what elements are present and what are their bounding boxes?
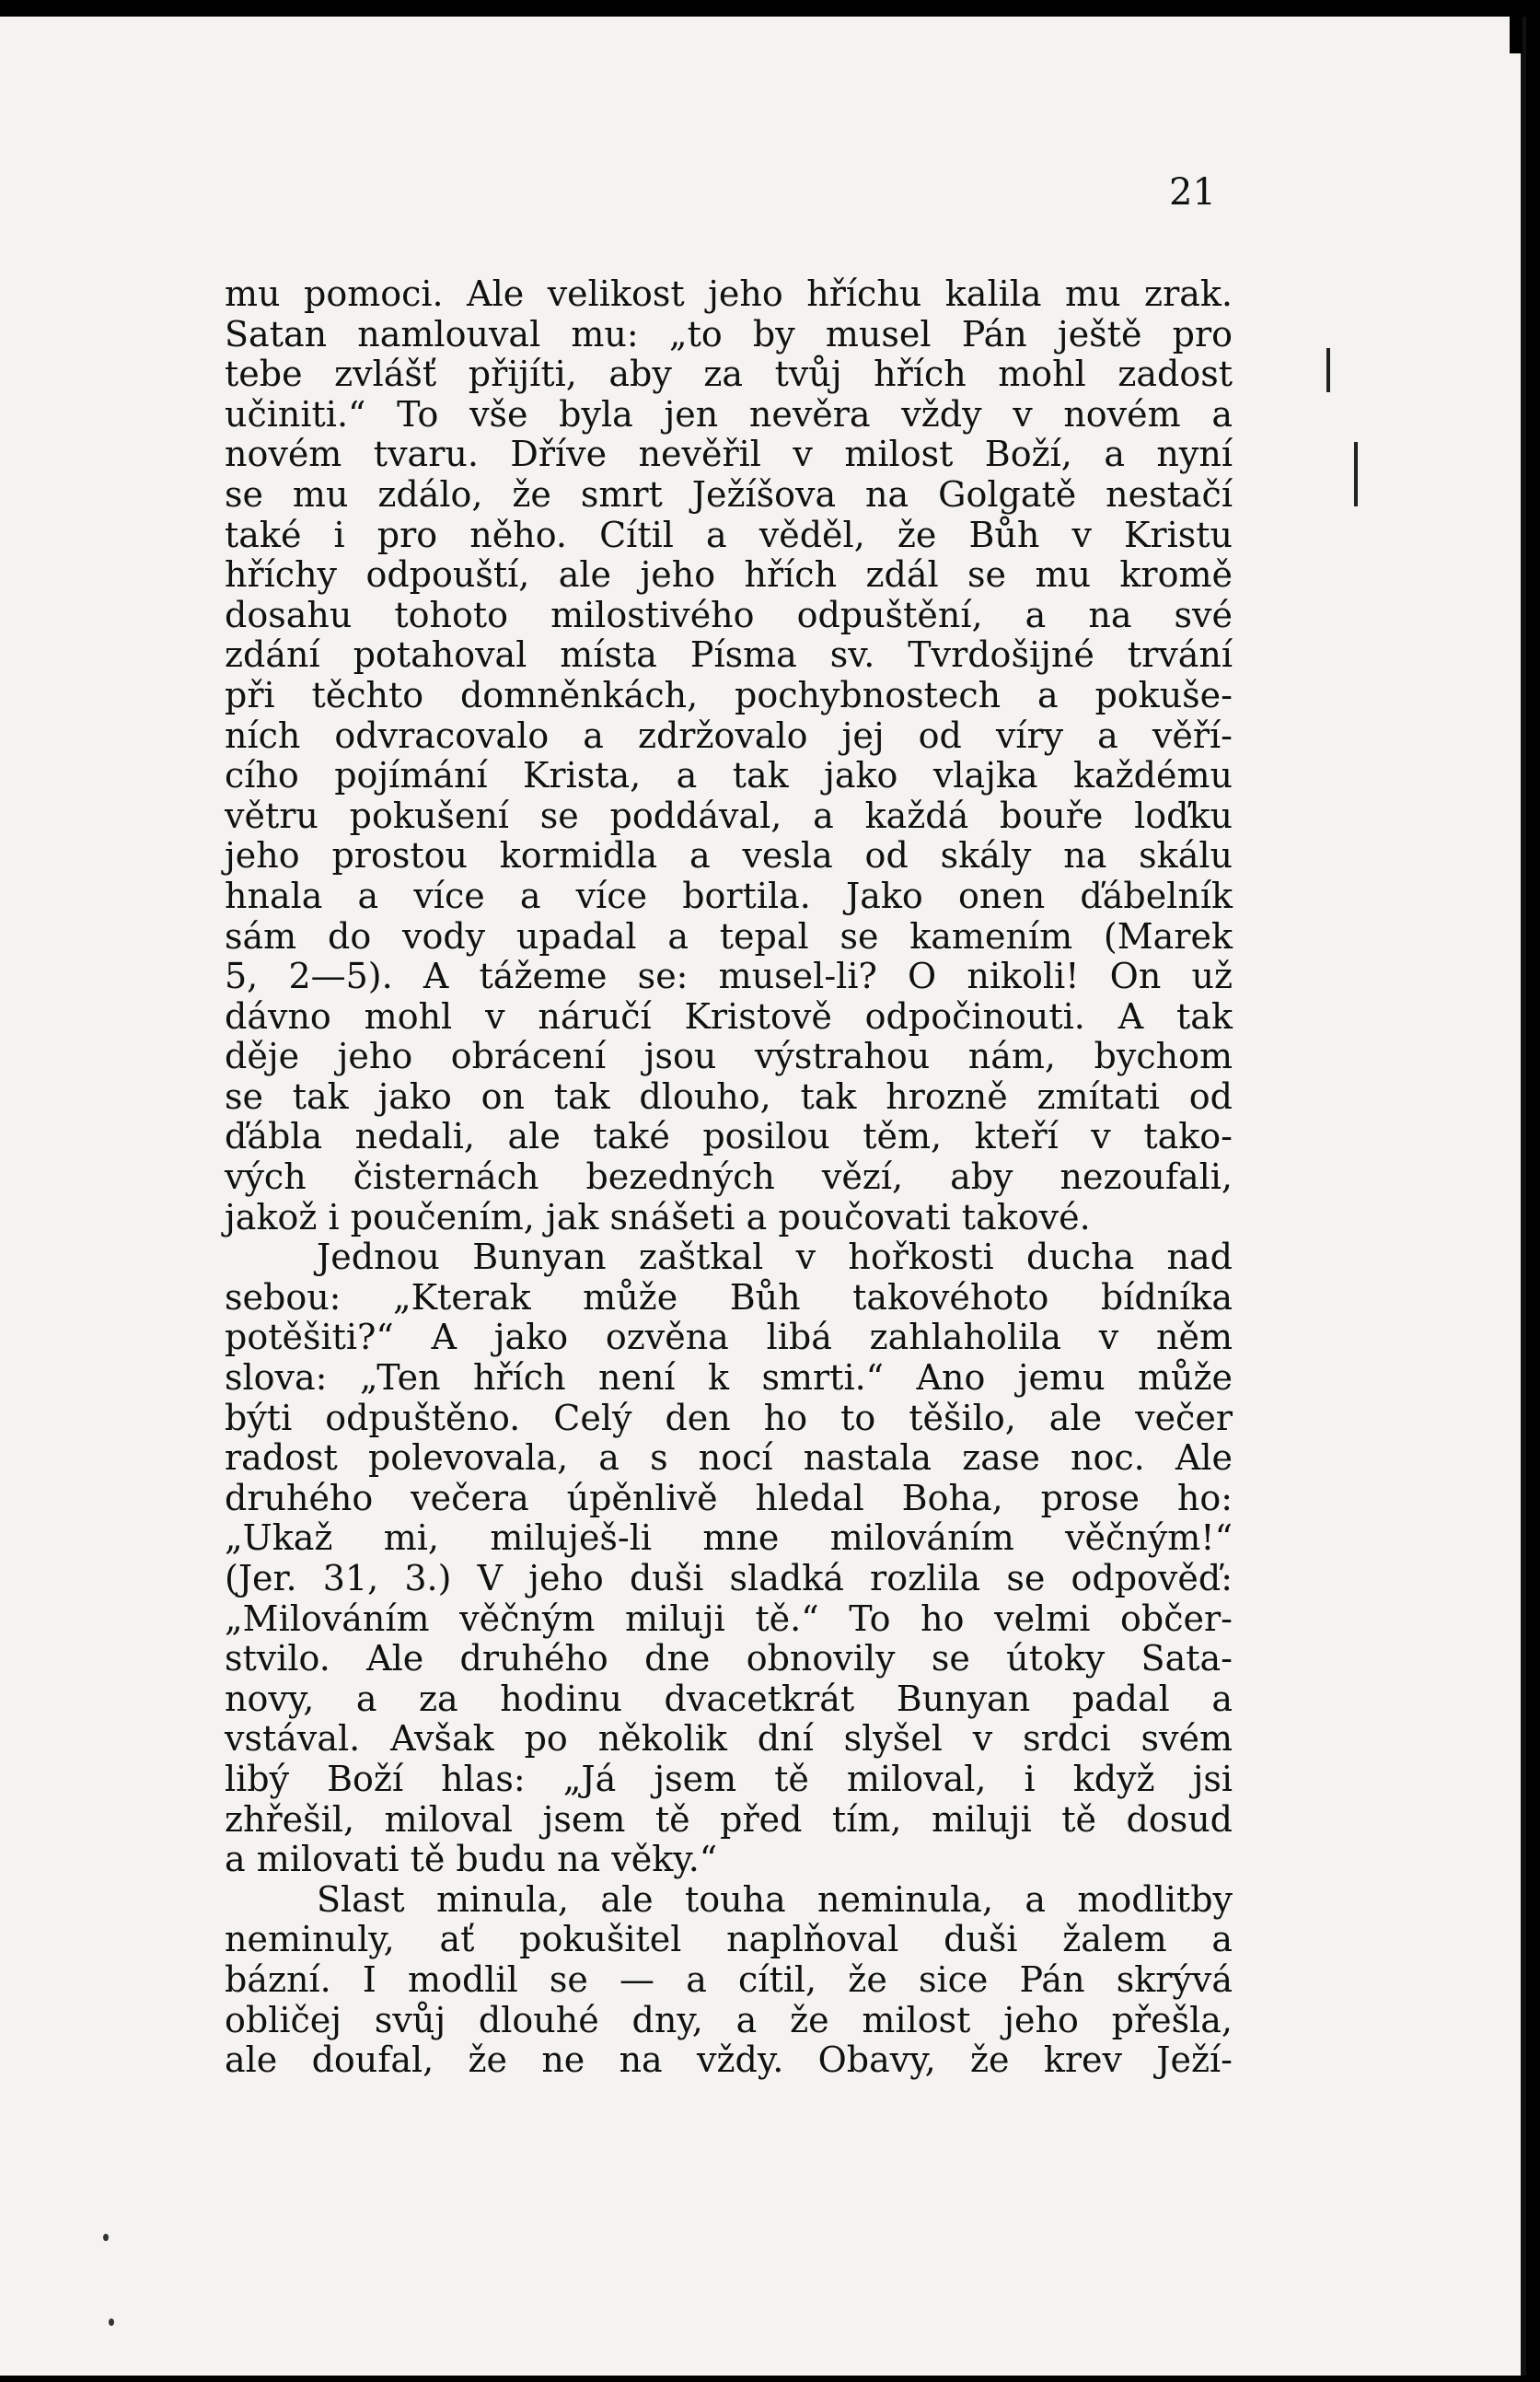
book-page [0,17,1526,2376]
text-line: zdání potahoval místa Písma sv. Tvrdošijné trvání [225,634,1233,676]
text-line: ních odvracovalo a zdržovalo jej od víry a věří- [225,715,1233,756]
text-line: jeho prostou kormidla a vesla od skály na skálu [225,835,1233,877]
text-line: dosahu tohoto milostivého odpuštění, a na své [225,594,1233,635]
text-line: vstával. Avšak po několik dní slyšel v srdci svém [225,1718,1233,1760]
text-line: (Jer. 31, 3.) V jeho duši sladká rozlila se odpověď: [225,1558,1233,1598]
text-line: Slast minula, ale touha neminula, a modlitby [317,1878,1233,1920]
text-line: jakož i poučením, jak snášeti a poučovati takové. [225,1196,1091,1237]
text-line: neminuly, ať pokušitel naplňoval duši žalem a [225,1919,1233,1960]
text-line: „Milováním věčným miluji tě.“ To ho velmi občer- [225,1598,1233,1639]
text-line: bázní. I modlil se — a cítil, že sice Pán skrývá [225,1958,1233,2000]
text-line: slova: „Ten hřích není k smrti.“ Ano jemu může [225,1357,1233,1399]
speck [103,2234,109,2241]
text-line: novém tvaru. Dříve nevěřil v milost Boží, a nyní [225,434,1233,475]
margin-mark [1326,348,1330,392]
text-line: mu pomoci. Ale velikost jeho hříchu kalila mu zrak. [225,273,1233,314]
text-line: ale doufal, že ne na vždy. Obavy, že krev Ježí- [225,2039,1233,2081]
text-line: se tak jako on tak dlouho, tak hrozně zmítati od [225,1075,1233,1117]
text-line: Satan namlouval mu: „to by musel Pán ještě pro [225,313,1233,354]
page-number: 21 [1169,171,1216,214]
text-line: potěšiti?“ A jako ozvěna libá zahlaholila v něm [225,1317,1233,1358]
text-line: a milovati tě budu na věky.“ [225,1839,718,1880]
text-line: při těchto domněnkách, pochybnostech a pokuše- [225,674,1233,715]
text-line: obličej svůj dlouhé dny, a že milost jeho přešla, [225,1999,1233,2040]
text-line: hříchy odpouští, ale jeho hřích zdál se mu kromě [225,554,1233,596]
text-line: také i pro něho. Cítil a věděl, že Bůh v Kristu [225,514,1233,555]
text-line: býti odpuštěno. Celý den ho to těšilo, ale večer [225,1397,1233,1438]
text-line: cího pojímání Krista, a tak jako vlajka každému [225,755,1233,796]
text-line: vých čisternách bezedných vězí, aby nezoufali, [225,1156,1233,1198]
text-line: sebou: „Kterak může Bůh takovéhoto bídníka [225,1276,1233,1318]
text-line: radost polevovala, a s nocí nastala zase noc. Ale [225,1437,1233,1479]
text-line: dávno mohl v náručí Kristově odpočinouti. A tak [225,995,1233,1037]
text-line: hnala a více a více bortila. Jako onen ďábelník [225,875,1233,916]
page-edge-mark [1510,17,1523,53]
text-line: větru pokušení se poddával, a každá bouře loďku [225,795,1233,836]
text-line: „Ukaž mi, miluješ-li mne milováním věčným!“ [225,1517,1233,1559]
text-line: zhřešil, miloval jsem tě před tím, miluji tě dosud [225,1798,1233,1840]
text-line: Jednou Bunyan zaštkal v hořkosti ducha nad [317,1237,1233,1278]
text-line: 5, 2—5). A tážeme se: musel-li? O nikoli! On už [225,956,1233,997]
body-text [225,274,1233,2081]
speck [109,2318,114,2326]
text-line: učiniti.“ To vše byla jen nevěra vždy v novém a [225,393,1233,435]
text-line: tebe zvlášť přijíti, aby za tvůj hřích mohl zadost [225,354,1233,395]
text-line: druhého večera úpěnlivě hledal Boha, prose ho: [225,1477,1233,1518]
margin-mark [1354,442,1358,506]
text-line: libý Boží hlas: „Já jsem tě miloval, i když jsi [225,1758,1233,1799]
text-line: se mu zdálo, že smrt Ježíšova na Golgatě nestačí [225,473,1233,515]
text-line: děje jeho obrácení jsou výstrahou nám, bychom [225,1036,1233,1077]
text-line: novy, a za hodinu dvacetkrát Bunyan padal a [225,1678,1233,1719]
text-line: ďábla nedali, ale také posilou těm, kteří v tako- [225,1116,1233,1157]
text-line: sám do vody upadal a tepal se kamením (Marek [225,915,1233,957]
text-line: stvilo. Ale druhého dne obnovily se útoky Sata- [225,1638,1233,1679]
